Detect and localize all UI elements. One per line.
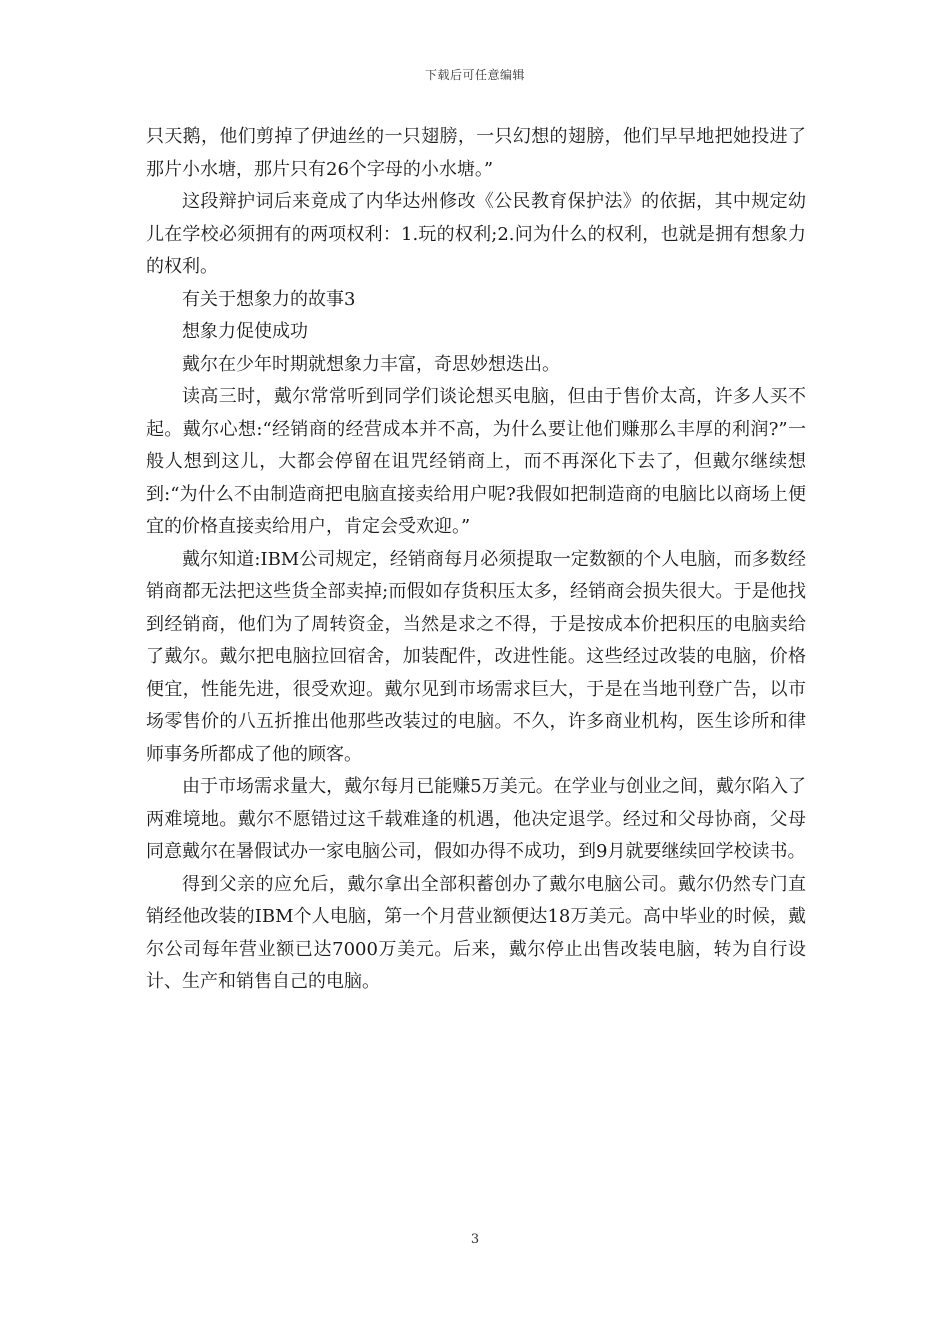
paragraph-1: 只天鹅，他们剪掉了伊迪丝的一只翅膀，一只幻想的翅膀，他们早早地把她投进了那片小水塘，那片只有26个字母的小水塘。” [146, 126, 806, 180]
section-title: 有关于想象力的故事3 [182, 288, 356, 310]
paragraph-6: 读高三时，戴尔常常听到同学们谈论想买电脑，但由于售价太高，许多人买不起。戴尔心想:“经销商的经营成本并不高，为什么要让他们赚那么丰厚的利润?”一般人想到这儿，大都会停留在诅咒经销商上，而不再深化下去了，但戴尔继续想到:“为什么不由制造商把电脑直接卖给用户呢?我假如把制造商的电脑比以商场上便宜的价格直接卖给用户，肯定会受欢迎。” [146, 386, 806, 537]
document-body [146, 121, 806, 999]
section-subtitle: 想象力促使成功 [182, 321, 308, 342]
paragraph-5: 戴尔在少年时期就想象力丰富，奇思妙想迭出。 [182, 353, 560, 375]
paragraph-8: 由于市场需求量大，戴尔每月已能赚5万美元。在学业与创业之间，戴尔陷入了两难境地。戴尔不愿错过这千载难逢的机遇，他决定退学。经过和父母协商，父母同意戴尔在暑假试办一家电脑公司，假如办得不成功，到9月就要继续回学校读书。 [146, 776, 806, 862]
paragraph-7: 戴尔知道:IBM公司规定，经销商每月必须提取一定数额的个人电脑，而多数经销商都无法把这些货全部卖掉;而假如存货积压太多，经销商会损失很大。于是他找到经销商，他们为了周转资金，当然是求之不得，于是按成本价把积压的电脑卖给了戴尔。戴尔把电脑拉回宿舍，加装配件，改进性能。这些经过改装的电脑，价格便宜，性能先进，很受欢迎。戴尔见到市场需求巨大，于是在当地刊登广告，以市场零售价的八五折推出他那些改装过的电脑。不久，许多商业机构，医生诊所和律师事务所都成了他的顾客。 [146, 548, 806, 765]
page-header: 下载后可任意编辑 [424, 68, 525, 82]
paragraph-9: 得到父亲的应允后，戴尔拿出全部积蓄创办了戴尔电脑公司。戴尔仍然专门直销经他改装的IBM个人电脑，第一个月营业额便达18万美元。高中毕业的时候，戴尔公司每年营业额已达7000万美元。后来，戴尔停止出售改装电脑，转为自行设计、生产和销售自己的电脑。 [146, 873, 806, 992]
paragraph-2: 这段辩护词后来竟成了内华达州修改《公民教育保护法》的依据，其中规定幼儿在学校必须拥有的两项权利：1.玩的权利;2.问为什么的权利，也就是拥有想象力的权利。 [146, 191, 806, 277]
page-number: 3 [470, 1232, 480, 1247]
